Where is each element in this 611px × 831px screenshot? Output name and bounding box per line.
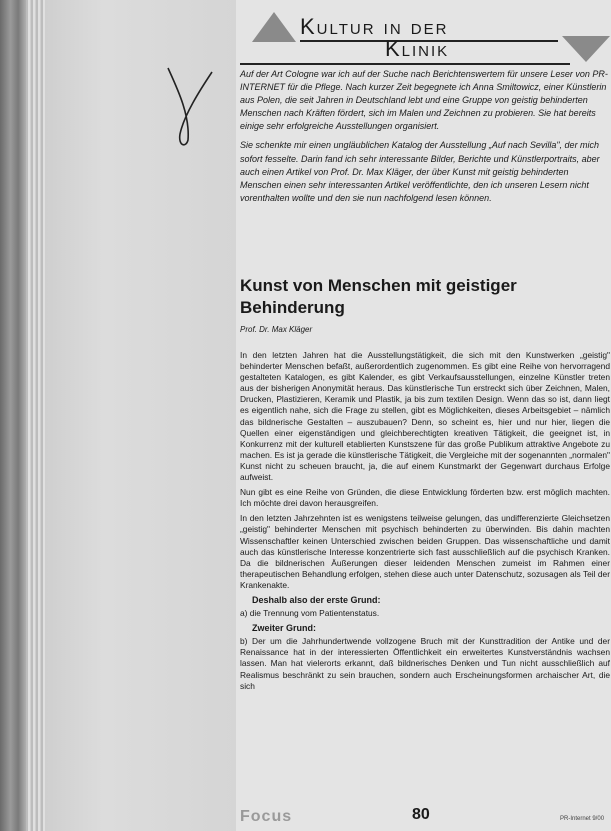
- handwritten-mark-icon: [160, 60, 220, 150]
- page-number: 80: [412, 806, 430, 823]
- page-stack: [26, 0, 46, 831]
- article-body: [240, 350, 610, 696]
- header-rule-bottom: [240, 63, 570, 65]
- intro-paragraph: Sie schenkte mir einen ungläublichen Katalog der Ausstellung „Auf nach Sevilla", der mich sofort fesselte. Darin fand ich sehr interessante Bilder, Berichte und Künstlerportraits, aber auch einen Artikel von Prof. Dr. Max Kläger, der über Kunst mit geistig behinderten Menschen einen sehr interessanten Artikel veröffentlichte, den ich unseren Lesern nicht vorenthalten wollte und den sie nun nachfolgend lesen können.: [240, 140, 600, 203]
- intro-paragraph: Auf der Art Cologne war ich auf der Suche nach Berichtenswertem für unsere Leser von PR-INTERNET für die Pflege. Nach kurzer Zeit begegnete ich Anna Smiltowicz, einer Künstlerin aus Polen, die seit Jahren in Deutschland lebt und eine Gruppe von geistig behinderten Menschen nach Kräften fördert, sich im Malen und Zeichnen zu probieren. Sie hat bereits einige sehr erfolgreiche Ausstellungen organisiert.: [240, 69, 608, 132]
- article-author: Prof. Dr. Max Kläger: [240, 325, 313, 334]
- body-paragraph: In den letzten Jahrzehnten ist es wenigstens teilweise gelungen, das undifferenzierte Gleichsetzen „geistig" behinderter Menschen mit psychisch behinderten zu überwinden. Bis dahin machten Wissenschaftler keinen Unterschied zwischen beiden Gruppen. Das wissenschaftliche und damit auch das künstlerische Interesse konzentrierte sich fast ausschließlich auf die psychisch Kranken. Da die bildnerischen Äußerungen dieser leidenden Menschen zumeist im Rahmen einer therapeutischen Behandlung erfolgen, stehen diese auch unter Datenschutz, sozusagen als Teil der Krankenakte.: [240, 513, 610, 590]
- article-title: Kunst von Menschen mit geistiger Behinderung: [240, 276, 517, 317]
- body-paragraph: a) die Trennung vom Patientenstatus.: [240, 608, 380, 619]
- intro-text: [240, 68, 610, 211]
- body-paragraph: In den letzten Jahren hat die Ausstellungstätigkeit, die sich mit den Kunstwerken „geistig" behinderter Menschen befaßt, außerordentlich zugenommen. Es gibt eine Reihe von hervorragend gestalteten Katalogen, es gibt Kalender, es gibt Verkaufsausstellungen, einzelne Künstler treten aus der bisherigen Anonymität heraus. Das künstlerische Tun erstreckt sich über Zeichnen, Malen, Drucken, Plastizieren, Keramik und Plastik, ja bis zum textilen Design. Wenn das so ist, dann liegt es eigentlich nahe, sich die Frage zu stellen, gibt es Möglichkeiten, dieses Arbeitsgebiet – nämlich das bildnerische Gestalten – auszubauen? Denn, so scheint es, hier und nur hier, liegen die Quellen einer eigenständigen und gleichberechtigten kreativen Tätigkeit, die geeignet ist, in Konkurrenz mit der kulturell etablierten Kunstszene für das große Publikum attraktive Angebote zu machen. Es ist ja gerade die künstlerische Tätigkeit, die Vergleiche mit der sogenannten „normalen" Kunst nicht zu scheuen braucht, ja, die auf einem Kunstmarkt der Gegenwart durchaus Erfolge aufweist.: [240, 350, 610, 483]
- issue-label: PR-Internet 9/00: [560, 816, 605, 822]
- header-triangle-right-icon: [562, 36, 610, 62]
- body-subheading: Deshalb also der erste Grund:: [252, 594, 381, 605]
- body-paragraph: b) Der um die Jahrhundertwende vollzogene Bruch mit der Kunsttradition der Antike und der Renaissance hat in der interessierten Öffentlichkeit ein erweitertes Kunstverständnis wachsen lassen. Man hat vielerorts erkannt, daß bildnerisches Denken und Tun nicht ausschließlich auf Realismus beschränkt zu sein brauchen, sondern auch Erscheinungsformen archaischer Art, die sich: [240, 636, 610, 691]
- header-triangle-left-icon: [252, 12, 296, 42]
- section-heading-line1: Kultur in der: [300, 14, 449, 39]
- book-binding: [0, 0, 26, 831]
- magazine-name: Focus: [240, 808, 293, 825]
- section-heading-line2: Klinik: [385, 36, 450, 61]
- body-paragraph: Nun gibt es eine Reihe von Gründen, die diese Entwicklung förderten bzw. erst möglich machten. Ich möchte drei davon herausgreifen.: [240, 487, 610, 509]
- body-subheading: Zweiter Grund:: [252, 623, 317, 634]
